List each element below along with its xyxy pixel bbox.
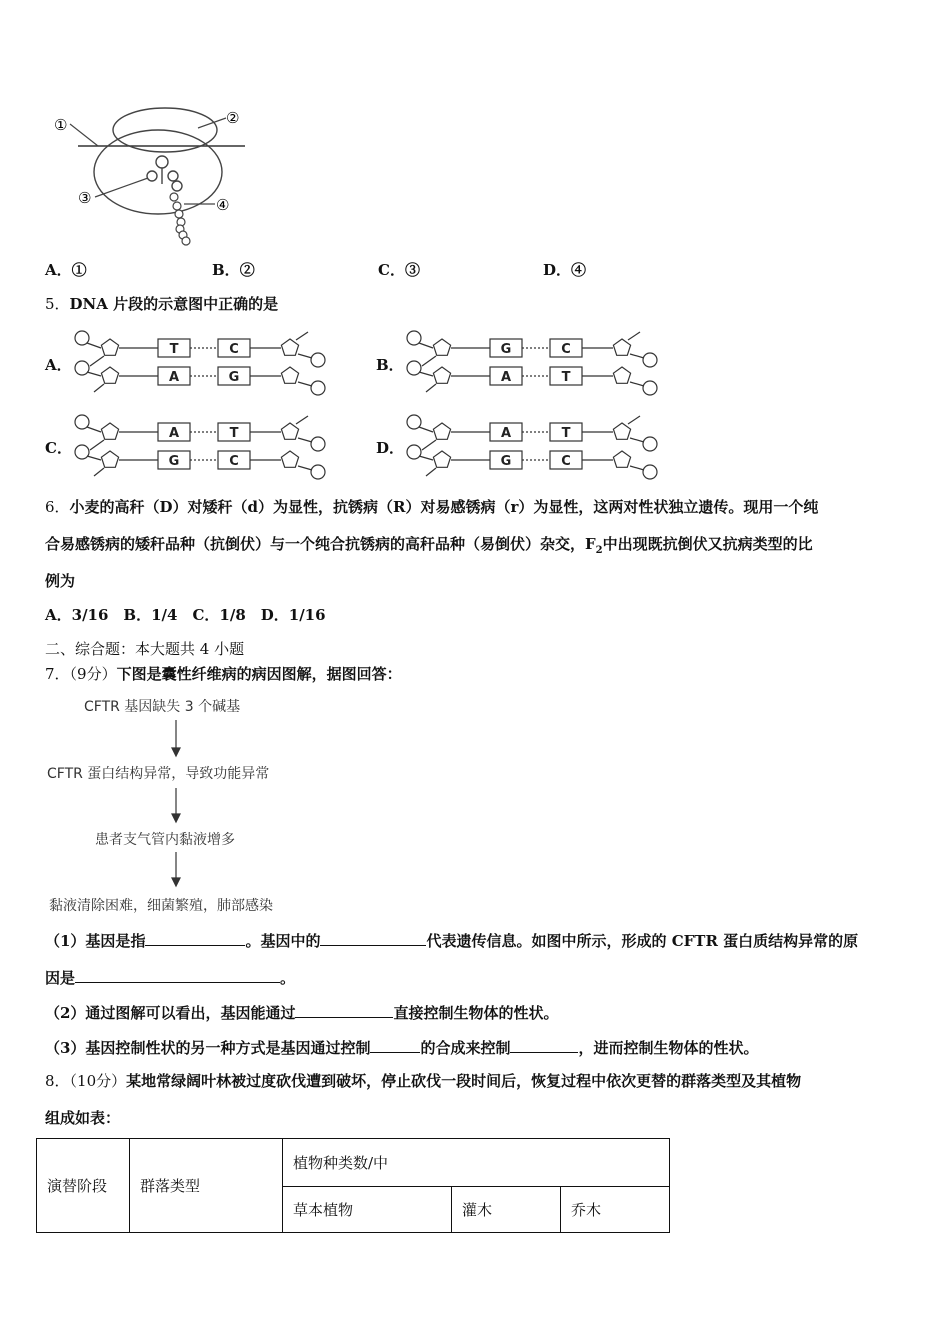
label-1: ① xyxy=(54,116,68,134)
phosphate xyxy=(75,331,89,345)
q4-option-b[interactable]: B．② xyxy=(212,261,255,279)
q7-sub-1-line-2: 因是 。 xyxy=(45,969,296,987)
answer-blank[interactable] xyxy=(75,967,280,983)
phosphate xyxy=(311,353,325,367)
base-letter: A xyxy=(168,426,180,441)
header-community-type: 群落类型 xyxy=(130,1139,283,1233)
answer-blank[interactable] xyxy=(320,930,426,946)
phosphate xyxy=(311,381,325,395)
phosphate xyxy=(75,361,89,375)
flow-step-1: CFTR 基因缺失 3 个碱基 xyxy=(84,699,241,715)
section-heading: 二、综合题：本大题共 4 小题 xyxy=(45,640,245,658)
base-letter: C xyxy=(561,342,571,357)
ribosome-translation-figure xyxy=(40,100,250,250)
header-stage: 演替阶段 xyxy=(37,1139,130,1233)
deoxyribose xyxy=(433,367,450,383)
q5-option-a-letter[interactable]: A． xyxy=(45,356,72,374)
phosphate xyxy=(75,415,89,429)
deoxyribose xyxy=(101,451,118,467)
base-letter: C xyxy=(561,454,571,469)
base-letter: T xyxy=(229,426,239,441)
answer-blank[interactable] xyxy=(510,1037,578,1053)
deoxyribose xyxy=(613,423,630,439)
deoxyribose xyxy=(101,339,118,355)
q8-line-2: 组成如表： xyxy=(45,1109,121,1127)
deoxyribose xyxy=(101,367,118,383)
succession-table xyxy=(36,1138,670,1233)
base-letter: A xyxy=(500,370,512,385)
q7-sub-2: （2）通过图解可以看出，基因能通过 直接控制生物体的性状。 xyxy=(45,1004,559,1022)
label-2: ② xyxy=(226,109,240,127)
flow-step-4: 黏液清除困难，细菌繁殖，肺部感染 xyxy=(49,898,273,914)
phosphate xyxy=(75,445,89,459)
trna-shape xyxy=(147,156,182,191)
q6-line-2: 合易感锈病的矮秆品种（抗倒伏）与一个纯合抗锈病的高秆品种（易倒伏）杂交，$F_2$中出现既抗倒伏又抗病类型的比 xyxy=(45,535,813,556)
base-letter: G xyxy=(228,370,240,385)
base-letter: T xyxy=(561,370,571,385)
deoxyribose xyxy=(433,339,450,355)
polypeptide-chain xyxy=(170,193,190,245)
flow-step-3: 患者支气管内黏液增多 xyxy=(95,832,235,848)
q6-line-3: 例为 xyxy=(45,572,76,590)
phosphate xyxy=(407,361,421,375)
deoxyribose xyxy=(613,339,630,355)
phosphate xyxy=(407,445,421,459)
base-letter: T xyxy=(561,426,571,441)
q4-option-d[interactable]: D．④ xyxy=(543,261,587,279)
q6-options[interactable]: A．3/16 B．1/4 C．1/8 D．1/16 xyxy=(45,606,326,624)
base-letter: G xyxy=(500,454,512,469)
header-shrub: 灌木 xyxy=(452,1187,561,1233)
q8-line-1: 8．（10分）某地常绿阔叶林被过度砍伐遭到破坏，停止砍伐一段时间后，恢复过程中依次更替的群落类型及其植物 xyxy=(45,1072,802,1090)
phosphate xyxy=(643,437,657,451)
deoxyribose xyxy=(613,367,630,383)
deoxyribose xyxy=(433,451,450,467)
base-letter: A xyxy=(500,426,512,441)
deoxyribose xyxy=(281,367,298,383)
base-letter: G xyxy=(168,454,180,469)
label-3: ③ xyxy=(78,189,92,207)
phosphate xyxy=(407,331,421,345)
ribosome-small-subunit xyxy=(94,130,222,214)
answer-blank[interactable] xyxy=(295,1002,393,1018)
dna-diagram-a xyxy=(68,326,333,398)
dna-diagram-d xyxy=(400,410,665,482)
deoxyribose xyxy=(281,451,298,467)
q5-option-c-letter[interactable]: C． xyxy=(45,439,72,457)
label-4: ④ xyxy=(216,196,230,214)
q7-sub-1-line-1: （1）基因是指 。基因中的 代表遗传信息。如图中所示，形成的 CFTR 蛋白质结构异常的原 xyxy=(45,932,859,950)
header-herb: 草本植物 xyxy=(283,1187,452,1233)
base-letter: A xyxy=(168,370,180,385)
dna-diagram-c xyxy=(68,410,333,482)
flow-arrows xyxy=(168,716,184,896)
q7-sub-3: （3）基因控制性状的另一种方式是基因通过控制 的合成来控制 ，进而控制生物体的性状。 xyxy=(45,1039,759,1057)
header-tree: 乔木 xyxy=(561,1187,670,1233)
answer-blank[interactable] xyxy=(370,1037,420,1053)
base-letter: T xyxy=(169,342,179,357)
answer-blank[interactable] xyxy=(145,930,245,946)
q5-option-b-letter[interactable]: B． xyxy=(376,356,404,374)
dna-diagram-b xyxy=(400,326,665,398)
phosphate xyxy=(311,437,325,451)
q4-option-a[interactable]: A．① xyxy=(45,261,87,279)
header-species-count: 植物种类数/中 xyxy=(283,1139,670,1187)
phosphate xyxy=(643,353,657,367)
deoxyribose xyxy=(101,423,118,439)
phosphate xyxy=(407,415,421,429)
base-letter: G xyxy=(500,342,512,357)
deoxyribose xyxy=(281,339,298,355)
deoxyribose xyxy=(281,423,298,439)
q4-option-c[interactable]: C．③ xyxy=(378,261,420,279)
base-letter: C xyxy=(229,454,239,469)
q5-option-d-letter[interactable]: D． xyxy=(376,439,405,457)
phosphate xyxy=(643,381,657,395)
q7-question: 7．（9分）下图是囊性纤维病的病因图解，据图回答： xyxy=(45,665,402,683)
base-letter: C xyxy=(229,342,239,357)
phosphate xyxy=(643,465,657,479)
deoxyribose xyxy=(433,423,450,439)
flow-step-2: CFTR 蛋白结构异常，导致功能异常 xyxy=(47,766,270,782)
q6-line-1: 6．小麦的高秆（D）对矮秆（d）为显性，抗锈病（R）对易感锈病（r）为显性，这两对性状独立遗传。现用一个纯 xyxy=(45,498,819,516)
deoxyribose xyxy=(613,451,630,467)
phosphate xyxy=(311,465,325,479)
q5-question: 5．DNA 片段的示意图中正确的是 xyxy=(45,295,279,313)
